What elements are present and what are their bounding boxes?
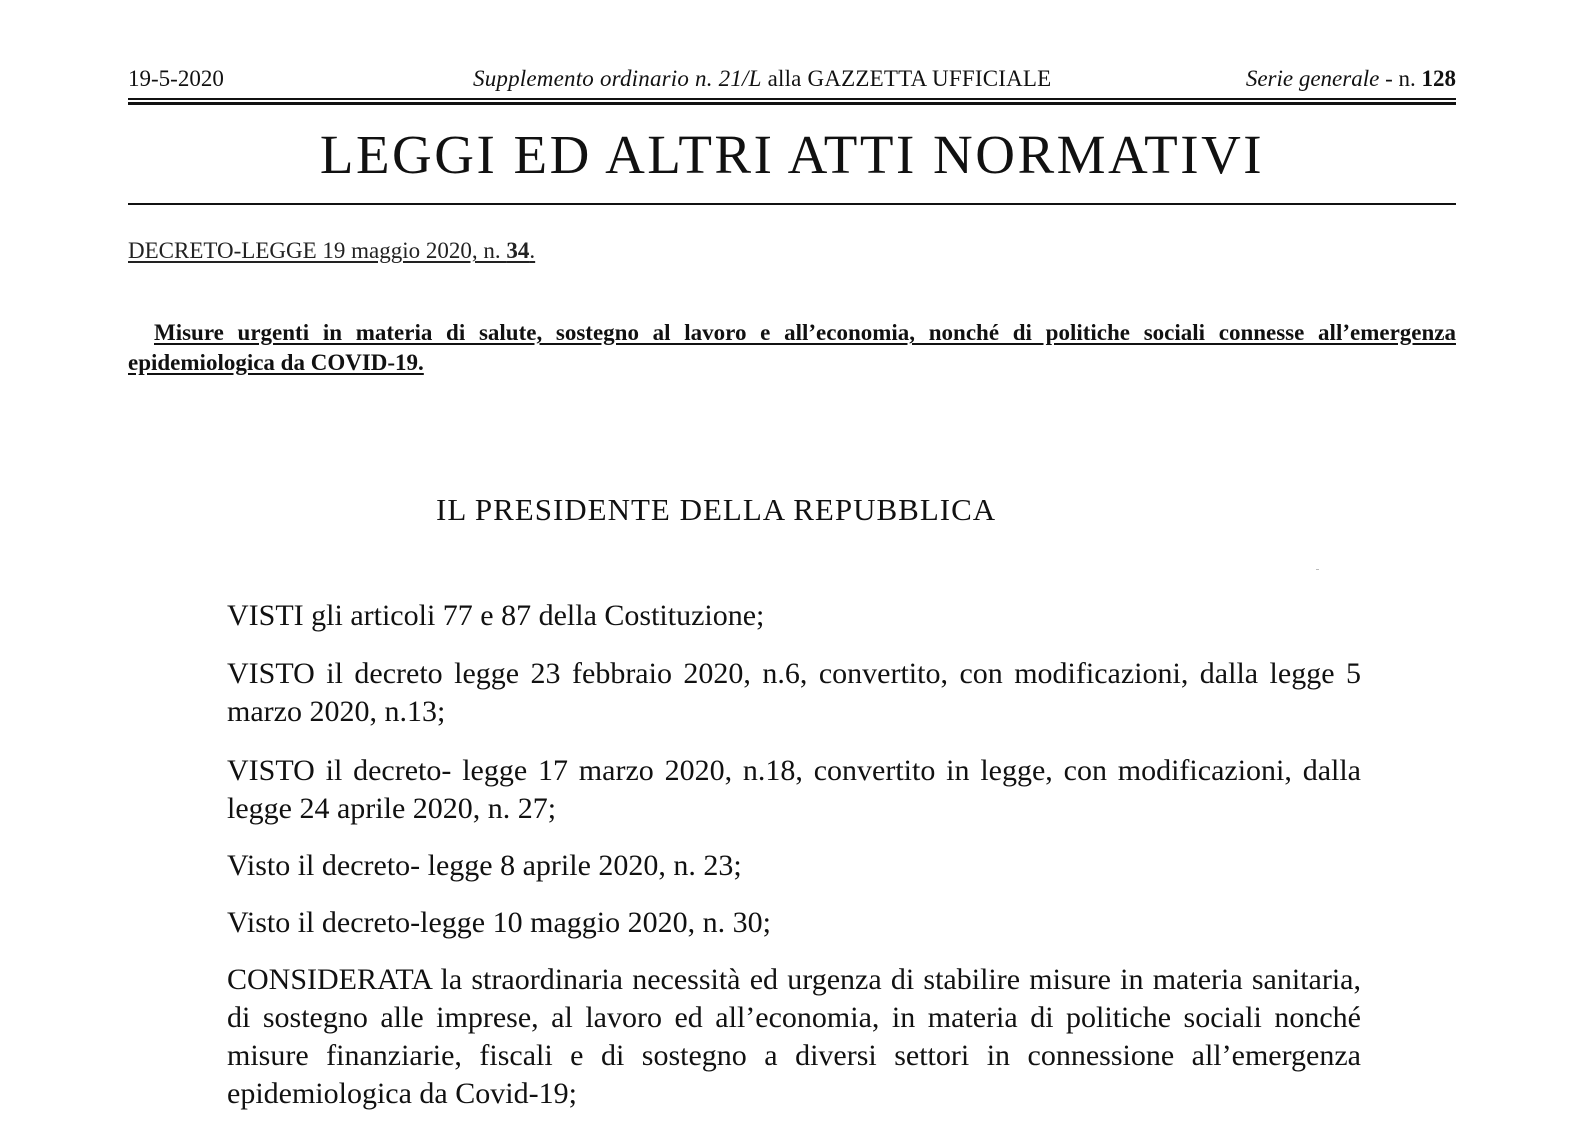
- section-title: LEGGI ED ALTRI ATTI NORMATIVI: [319, 124, 1265, 185]
- paragraph-visto-dl-6: VISTO il decreto legge 23 febbraio 2020, n.6, convertito, con modificazioni, dalla legge 5 marzo 2020, n.13;: [227, 657, 1361, 728]
- section-rule: [128, 203, 1456, 205]
- header-series-sep: - n.: [1379, 66, 1422, 91]
- paragraph-visto-dl-18: VISTO il decreto- legge 17 marzo 2020, n.18, convertito in legge, con modificazioni, dalla legge 24 aprile 2020, n. 27;: [227, 754, 1361, 825]
- header-date: 19-5-2020: [128, 66, 224, 91]
- header-supplement: Supplemento ordinario n. 21/L: [473, 66, 762, 91]
- paragraph-visti-costituzione: VISTI gli articoli 77 e 87 della Costituzione;: [227, 599, 765, 632]
- header-series-label: Serie generale: [1245, 66, 1380, 91]
- decree-title-text: Misure urgenti in materia di salute, sostegno al lavoro e all’economia, nonché di politiche sociali connesse all’emergenza epidemiologica da COVID-19.: [128, 320, 1456, 375]
- decree-reference-prefix: DECRETO-LEGGE 19 maggio 2020, n.: [128, 238, 507, 263]
- header-rule-thin: [128, 98, 1456, 100]
- decree-title: [128, 318, 1456, 378]
- header-issue-number: 128: [1421, 66, 1456, 91]
- header-double-rule: [128, 98, 1456, 105]
- decree-number: 34: [506, 238, 530, 263]
- header-gazette: alla GAZZETTA UFFICIALE: [761, 66, 1052, 91]
- header-rule-thick: [128, 102, 1456, 105]
- header-series: [1246, 64, 1456, 94]
- decree-reference: [128, 236, 535, 266]
- president-heading: IL PRESIDENTE DELLA REPUBBLICA: [436, 492, 997, 527]
- paragraph-considerata: CONSIDERATA la straordinaria necessità ed urgenza di stabilire misure in materia sanitaria, di sostegno alle imprese, al lavoro ed all’economia, in materia di politiche sociali nonché misure finanziarie, fiscali e di sostegno a diversi settori in connessione all’emergenza epidemiologica da Covid-19;: [227, 963, 1361, 1110]
- paragraph-visto-dl-23: Visto il decreto- legge 8 aprile 2020, n. 23;: [227, 849, 742, 882]
- paragraph-visto-dl-30: Visto il decreto-legge 10 maggio 2020, n. 30;: [227, 906, 771, 939]
- header-publication: [473, 64, 1051, 94]
- scan-speck: [1316, 569, 1319, 570]
- running-header: [128, 64, 1456, 94]
- decree-reference-suffix: .: [529, 238, 536, 263]
